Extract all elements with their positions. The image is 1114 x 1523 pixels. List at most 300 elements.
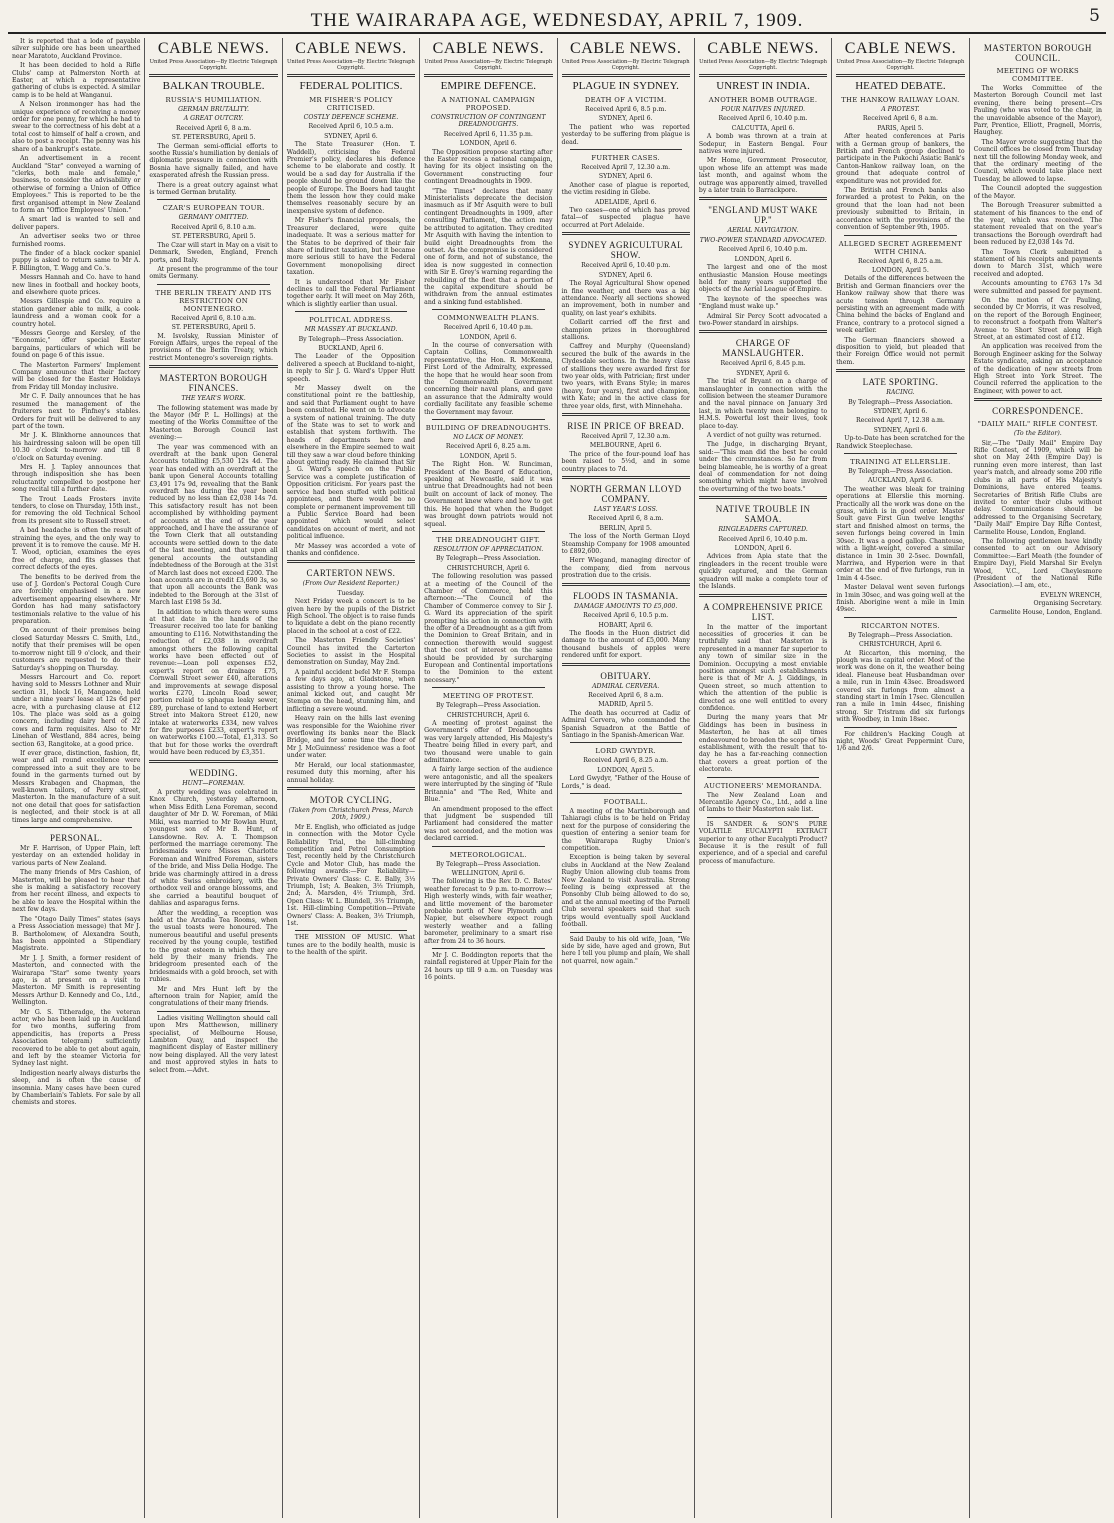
article-body (287, 141, 415, 308)
article-paragraph: On account of their premises being closed Saturday Messrs C. Smith, Ltd., notify that their premises will be open to-morrow night till 9 o'clock, and their customers are requested to do their Saturday's shopping on Thursday. (12, 627, 141, 672)
story-heading: FURTHER CASES. (591, 154, 661, 163)
received-line: Received April 6, 8.5 p.m. (585, 106, 667, 113)
article-paragraph: "The Times" declares that many Ministerialists deprecate the decision inasmuch as if Mr Asquith were to bull contingent Dreadnoughts in 1909, after consulting Parliament, the action may be attributed to agitation. They credited Mr Asquith with having the intention to build eight Dreadnoughts from the outset. As the compromise is considered one of form, and not of substance, the idea is now suggested in connection with Sir E. Grey's warning regarding the rebuilding of the fleet that a portion of the capital expenditure should be withdrawn from the annual estimates and a sinking fund established. (424, 187, 553, 306)
article-paragraph: The many friends of Mrs Cashion, of Masterton, will be pleased to hear that she is making a satisfactory recovery from her recent illness, and expects to be able to leave the Hospital within the next few days. (12, 869, 141, 914)
story-subheading: THE HANKOW RAILWAY LOAN. (841, 96, 960, 104)
article-paragraph: The Royal Agricultural Show opened in fine weather, and there was a big attendance. Nearly all sections showed an improvement, both in number and quality, on last year's exhibits. (561, 280, 690, 317)
dateline: BERLIN, April 5. (599, 524, 652, 532)
received-line: Received April 6, 10.40 p.m. (718, 246, 808, 254)
article-body (424, 878, 552, 945)
dateline: ADELAIDE, April 6. (594, 198, 657, 206)
story-heading: LATE SPORTING. (862, 377, 939, 388)
masthead (8, 6, 1106, 34)
divider (432, 309, 544, 310)
divider (844, 235, 956, 236)
article-body (424, 149, 552, 307)
article-paragraph: The year was commenced with an overdraft at the bank upon General Accounts totalling £5,530 12s 4d. The year has ended with an overdraft at the bank upon General Accounts totalling £3,491 17s 9d, revealing that the Bank overdraft has during the year been reduced by no less than £2,038 14s 7d. This satisfactory result has not been accomplished by withholding payment of accounts at the end of the year approached, and I have the assurance of the Town Clerk that all outstanding accounts were settled down to the date of the last meeting, and that upon all general accounts the outstanding indebtedness of the Borough at the 31st of March last does not exceed £200. The loan accounts are in credit £3,690 3s, so that upon all accounts the Bank was indebted to the Borough at the 31st of March last £198 5s 3d. (149, 443, 278, 607)
story-heading: LORD GWYDYR. (595, 747, 656, 756)
article-paragraph: A bomb was thrown at a train at Sodepur, in Eastern Bengal. Four natives were injured. (698, 133, 828, 156)
received-line: Received April 6, 8 a.m. (862, 115, 938, 123)
divider (844, 617, 956, 618)
signature-address: Carmelite House, London, England. (989, 608, 1102, 616)
divider (699, 594, 827, 597)
received-line: Received April 6, 8.45 p.m. (720, 360, 806, 368)
received-line: Received April 6, 8.25 a.m. (445, 443, 531, 451)
story-heading: "ENGLAND MUST WAKE UP." (708, 205, 818, 226)
article-paragraph: Mr Fisher's financial proposals, the Treasurer declared, were quite inadequate. It was a serious matter for the States to be deprived of their fair share of indirect taxation, but it became more serious still to have the Federal Government monopolising direct taxation. (286, 217, 416, 277)
story-heading: BALKAN TROUBLE. (162, 80, 265, 92)
cable-news-heading: CABLE NEWS. (157, 40, 270, 57)
article-paragraph: Mr F. Harrison, of Upper Plain, left yesterday on an extended holiday in various parts of New Zealand. (12, 845, 141, 867)
divider (844, 727, 956, 728)
divider (149, 74, 277, 77)
story-heading: UNREST IN INDIA. (716, 80, 810, 92)
article-paragraph: Advices from Apia state that the ringleaders in the recent trouble were quickly captured, and the German squadron will make a complete tour of the Islands. (698, 553, 828, 591)
divider (570, 149, 682, 150)
article-paragraph: During the many years that Mr Giddings has been in business in Masterton, he has at all times endeavoured to broaden the scope of his establishment, with the result that to-day he has a far-reaching connection that covers a great portion of the electorate. (698, 714, 828, 774)
footnote: Mr J. C. Boddington reports that the rainfall registered at Upper Plain for the 24 hours up till 9 a.m. on Tuesday was 16 points. (424, 952, 553, 982)
divider (570, 932, 682, 933)
divider (707, 777, 819, 778)
article-body (836, 435, 964, 450)
divider (699, 74, 827, 77)
article-paragraph: The Opposition propose starting after the Easter recess a national campaign, having for its object insisting on the Government constructing four contingent Dreadnoughts in 1909. (424, 148, 553, 186)
dateline: SYDNEY, April 6. (324, 132, 378, 140)
story-subheading: (From Our Resident Reporter.) (302, 580, 400, 588)
article-paragraph: Mr Herald, our local stationmaster, resumed duty this morning, after his annual holiday. (286, 761, 416, 784)
masthead-title: THE WAIRARAPA AGE, WEDNESDAY, APRIL 7, 1909. (310, 10, 804, 31)
story-heading: NORTH GERMAN LLOYD COMPANY. (569, 484, 682, 505)
dateline: Tuesday. (337, 589, 365, 597)
divider (424, 74, 552, 77)
story-subheading: RESOLUTION OF APPRECIATION. (433, 545, 544, 553)
dateline: LONDON, April 6. (734, 545, 792, 553)
article-body (149, 143, 277, 197)
story-heading: CARTERTON NEWS. (306, 568, 396, 579)
article-paragraph: The Council adopted the suggestion of the Mayor. (973, 185, 1102, 200)
story-heading: OBITUARY. (600, 670, 652, 681)
article-body (149, 789, 277, 1008)
dateline: SYDNEY, April 6. (736, 369, 790, 377)
story-subheading: "DAILY MAIL" RIFLE CONTEST. (977, 420, 1098, 429)
story-heading: FOOTBALL. (603, 798, 648, 806)
divider (562, 583, 690, 586)
article-paragraph: Two cases—one of which has proved fatal—of suspected plague have occurred at Port Adelaide. (561, 207, 690, 229)
article-body (287, 824, 415, 928)
received-line: Received April 6, 10.40 p.m. (443, 324, 533, 332)
divider (20, 827, 132, 828)
column-4 (420, 38, 557, 1518)
article-paragraph: Mr and Mrs Hunt left by the afternoon train for Napier, amid the congratulations of their many friends. (149, 985, 278, 1008)
story-heading: AUCTIONEERS' MEMORANDA. (703, 781, 823, 790)
column-1 (8, 38, 145, 1518)
story-heading: CZAR'S EUROPEAN TOUR. (162, 204, 265, 213)
article-paragraph: A bad headache is often the result of straining the eyes, and the only way to prevent it is to remove the cause. Mr H. T. Wood, optician, examines the eyes free of charge, and fits glasses that correct defects of the eyes. (12, 527, 141, 572)
column-5 (558, 38, 695, 1518)
article-paragraph: If ever grace, distinction, fashion, fit, wear and all round excellence were compressed into a suit they are to be found in the garments turned out by Messrs Krabagen and Chapman, the well-known tailors, of Perry street, Masterton. In the manufacture of a suit not one detail that goes for satisfaction is neglected, and their stock is at all times large and comprehensive. (12, 749, 141, 824)
divider (149, 365, 277, 368)
story-subheading: RINGLEADERS CAPTURED. (718, 526, 808, 534)
credit-line: United Press Association—By Electric Telegraph Copyright. (699, 59, 827, 71)
dateline: ST. PETERSBURG, April 5. (171, 233, 256, 241)
dateline: HOBART, April 6. (598, 621, 653, 629)
divider (287, 787, 415, 790)
article-body (974, 85, 1102, 395)
column-3 (283, 38, 420, 1518)
credit-line: United Press Association—By Electric Telegraph Copyright. (287, 59, 415, 71)
credit-line: United Press Association—By Electric Telegraph Copyright. (836, 59, 965, 71)
article-paragraph: The Borough Treasurer submitted a statement of his finances to the end of the year, which was received. The statement revealed that on the year's transactions the Borough overdraft had been reduced by £2,038 14s 7d. (973, 202, 1102, 247)
credit-line: United Press Association—By Electric Telegraph Copyright. (149, 59, 278, 71)
footnote: Said Dauby to his old wife, Joan, "We side by side, have aged and grown, But here I tell you plump and plain, We shall not quarrel, now again." (561, 935, 690, 965)
story-heading: PLAGUE IN SYDNEY. (572, 80, 679, 92)
article-paragraph: The Right Hon. W. Runciman, President of the Board of Education, speaking at Newcastle, said it was untrue that Dreadnoughts had not been built on account of lack of money. The Government knew where and how to get this. He hoped that when the Budget was brought down patriots would not squeal. (424, 461, 553, 528)
story-subheading: LAST YEAR'S LOSS. (593, 506, 658, 514)
story-subheading: A PROTEST. (881, 106, 920, 113)
article-body (699, 378, 827, 493)
article-paragraph: In the matter of the important necessities of groceries it can be truthfully said that Masterton is represented in a manner far superior to any town of similar size in the Dominion. Occupying a most enviable position amongst such establishments here is that of Mr A. J. Giddings, in Queen street, so much attention to which the attention of the public is directed as one well entitled to every confidence. (698, 623, 828, 712)
article-paragraph: The following resolution was passed at a meeting of the Council of the Chamber of Commerce, held this afternoon:—"The Council of the Chamber of Commerce convey to Sir J. G. Ward its appreciation of the spirit prompting his action in connection with the offer of a Dreadnought as a gift from the Dominion to Great Britain, and in connection therewith would suggest that the cost of interest on the same should be provided by surcharging European and Continental importations to the Dominion to the extent necessary." (424, 573, 553, 684)
article-paragraph: Admiral Sir Percy Scott advocated a two-Power standard in airships. (698, 312, 828, 327)
article-paragraph: Mr Massey was accorded a vote of thanks and confidence. (286, 542, 416, 557)
story-subheading: HUNT—FOREMAN. (182, 779, 245, 787)
dateline: SYDNEY, April 6. (873, 426, 928, 434)
dateline: LONDON, April 5. (597, 766, 655, 774)
article-body (149, 333, 277, 363)
article-paragraph: Mr E. English, who officiated as judge in connection with the Motor Cycle Reliability Trial, the hill-climbing competition and Petrol Consumption Test, recently held by the Christchurch Cycle and Motor Club, has made the following awards:—For Reliability—Private Owners' Class: C. E. Bally, 3⅓ Triumph, 1st; A. Beaken, 3⅓ Triumph, 2nd; A. Marsden, 4½ Triumph, 3rd. Open Class: W. L. Blundell, 3⅓ Triumph, 1st. Hill-climbing Competition—Private Owners' Class: A. Beaken, 3⅓ Triumph, 1st. (286, 823, 416, 927)
divider (562, 663, 690, 666)
article-paragraph: Collarit carried off the first and champion prizes in thoroughbred stallions. (561, 319, 690, 341)
divider (562, 413, 690, 416)
article-paragraph: Mr J. J. Smith, a former resident of Masterton, and connected with the Wairarapa "Star" some twenty years ago, is at present on a visit to Masterton. Mr Smith is representing Messrs Arthur D. Kennedy and Co., Ltd., Wellington. (12, 954, 141, 1007)
divider (432, 948, 544, 949)
divider (707, 817, 819, 818)
article-body (562, 533, 690, 579)
divider (157, 1011, 269, 1012)
story-subheading: COSTLY DEFENCE SCHEME. (303, 114, 399, 121)
article-paragraph: The Masterton Farmers' Implement Company announce that their factory will be closed for the Easter Holidays from Friday till Monday inclusive. (12, 361, 141, 391)
story-heading: FEDERAL POLITICS. (299, 80, 403, 92)
article-paragraph: An amendment proposed to the effect that judgment be suspended till Parliament had considered the matter was not seconded, and the motion was declared carried. (424, 805, 553, 843)
article-paragraph: It is understood that Mr Fisher declines to call the Federal Parliament together early. It will meet on May 26th, which is slightly earlier than usual. (286, 278, 416, 308)
story-subheading: CONSTRUCTION OF CONTINGENT DREADNOUGHTS. (430, 114, 546, 129)
article-paragraph: The New Zealand Loan and Mercantile Agency Co., Ltd., add a line of lambs to their Masterton sale list. (698, 791, 828, 814)
article-paragraph: Accounts amounting to £763 17s 3d were submitted and passed for payment. (973, 280, 1102, 295)
received-line: Received April 6, 10.40 p.m. (581, 262, 671, 270)
article-body (424, 720, 552, 843)
article-paragraph: The German financiers showed a disposition to yield, but pleaded that their Foreign Office would not permit them. (836, 336, 965, 366)
article-body (836, 275, 964, 366)
article-paragraph: An advertiser seeks two or three furnished rooms. (12, 233, 141, 248)
signature-title: Organising Secretary. (1033, 600, 1102, 608)
dateline: CHRISTCHURCH, April 6. (858, 641, 942, 649)
divider (157, 284, 269, 285)
received-line: Received April 6, 8 a.m. (588, 691, 664, 699)
story-heading: THE BERLIN TREATY AND ITS RESTRICTION ON MONTENEGRO. (155, 288, 272, 313)
received-line: Received April 6, 11.35 p.m. (443, 130, 533, 138)
article-paragraph: Up-to-Date has been scratched for the Randwick Steeplechase. (836, 435, 965, 450)
divider (562, 232, 690, 235)
article-body (699, 624, 827, 774)
article-body (974, 440, 1102, 590)
received-line: Received April 6, 10.5 a.m. (308, 123, 394, 131)
dateline: LONDON, April 5. (459, 452, 517, 460)
article-paragraph: The following is the Rev. D. C. Bates' weather forecast to 9 p.m. to-morrow:—High westerly winds, with fair weather, and little movement of the barometer probable north of New Plymouth and Napier, but elsewhere expect rough westerly weather and a falling barometer, preliminary to a smart rise after from 24 to 36 hours. (424, 878, 553, 945)
article-paragraph: Herr Wiegand, managing director of the company, died from nervous prostration due to the crisis. (561, 557, 690, 580)
article-paragraph: A Nelson ironmonger has had the unique experience of receiving a money order for one penny, for which he had to swear to the correctness of his debt at a total cost to himself of half a crown, and also to post a receipt. The penny was his share of a bankrupt's estate. (12, 101, 141, 153)
article-body (836, 650, 964, 724)
advertisement-note: For children's Hacking Cough at night, Woods' Great Peppermint Cure, 1/6 and 2/6. (836, 730, 965, 753)
article-paragraph: After heated conferences at Paris with a German group of bankers, the British and French group declined to participate in the Pukochi Asiatic Bank's Canton-Hankow railway loan, on the ground that adequate control of expenditure was not provided for. (836, 133, 965, 185)
dateline: SYDNEY, April 6. (598, 115, 653, 123)
footnote: THE MISSION OF MUSIC. What tunes are to the bodily health, music is to the health of the spirit. (286, 934, 416, 957)
story-subheading: (Taken from Christchurch Press, March 20th, 1909.) (288, 806, 414, 822)
article-body (699, 792, 827, 814)
article-paragraph: The loss of the North German Lloyd Steamship Company for 1908 amounted to £892,600. (561, 533, 690, 556)
story-subheading: A NATIONAL CAMPAIGN PROPOSED. (441, 96, 536, 112)
personal-heading: PERSONAL. (50, 833, 103, 844)
article-body (562, 710, 690, 740)
credit-line: By Telegraph—Press Association. (298, 335, 404, 343)
article-paragraph: A pretty wedding was celebrated in Knox Church, yesterday afternoon, when Miss Edith Lena Foreman, second daughter of Mr D. W. Foreman, of Miki Miki, was married to Mr Rowlan Hunt, youngest son of Mr B. Hunt, of Lansdowne. Rev. A. T. Thompson performed the marriage ceremony. The bridesmaids were Misses Charlotte Foreman and Winifred Foreman, sisters of the bride, and Miss Delia Hodge. The bride was charmingly attired in a dress of white Swiss embroidery, with the orthodox veil and orange blossoms, and she carried a beautiful bouquet of dahlias and asparagus ferns. (149, 789, 278, 908)
divider (699, 197, 827, 200)
divider (562, 476, 690, 479)
article-paragraph: Mr Home, Government Prosecutor, upon whose life an attempt was made last month, and against whom the outrage was apparently aimed, travelled by a later train to Barrackpore. (698, 157, 828, 195)
divider (699, 496, 827, 499)
story-heading: SYDNEY AGRICULTURAL SHOW. (568, 240, 684, 261)
article-paragraph: The Leader of the Opposition delivered a speech at Buckland to-night, in reply to Sir J. G. Ward's Upper Hutt speech. (286, 353, 416, 383)
article-paragraph: The weather was bleak for training operations at Ellerslie this morning. Practically all the work was done on the grass, which is in good order. Master Soult gave First Gun twelve lengths' start and finished almost on terms, the seven furlongs being covered in 1min 30sec. It was a good gallop. Chanteuse, with a light-weight, covered a similar distance in 1min 30 2-5sec. Downfall, Marriwa, and Hyperion were in that order at the end of five furlongs, run in 1min 4 4-5sec. (836, 485, 965, 582)
divider (432, 846, 544, 847)
story-subheading: FOUR NATIVES INJURED. (721, 106, 806, 113)
article-paragraph: The Works Committee of the Masterton Borough Council met last evening, there being present—Crs Pauling (who was voted to the chair, in the unavoidable absence of the Mayor), Parr, Prentice, Elliott, Pragnell, Morris, Haughey. (973, 85, 1102, 137)
story-subheading: A GREAT OUTCRY. (183, 115, 244, 123)
article-paragraph: A painful accident befel Mr F. Stempa a few days ago, at Gladstone, when assisting to throw a young horse. The animal kicked out, and caught Mr Stempa on the head, stunning him, and inflicting a severe wound. (286, 668, 416, 713)
received-line: Received April 6, 8 a.m. (176, 124, 252, 132)
received-line: Received April 6, 10.5 p.m. (583, 612, 669, 620)
dateline: BUCKLAND, April 6. (318, 344, 384, 352)
received-line: Received April 7, 12.30 a.m. (581, 433, 671, 440)
column-6 (695, 38, 832, 1518)
divider (570, 742, 682, 743)
article-paragraph: Mrs H. J. Tapley announces that through indisposition she has been reluctantly compelled to postpone her song recital till a further date. (12, 463, 141, 494)
story-subheading: TWO-POWER STANDARD ADVOCATED. (699, 236, 827, 244)
article-body (699, 553, 827, 590)
story-subheading: AERIAL NAVIGATION. (727, 227, 799, 235)
cable-news-heading: CABLE NEWS. (432, 40, 544, 57)
column-8 (970, 38, 1106, 1518)
divider (157, 199, 269, 200)
article-body (149, 242, 277, 281)
article-body (149, 405, 277, 757)
received-line: Received April 6, 10.40 p.m. (718, 115, 808, 123)
received-line: Received April 6, 8.25 a.m. (583, 757, 669, 765)
story-subheading: RUSSIA'S HUMILIATION. (165, 96, 262, 104)
article-paragraph: Exception is being taken by several clubs in Auckland at the New Zealand Rugby Union allowing club teams from New Zealand to visit Australia. Strong feeling is being expressed at the Ponsonby Club being allowed to do so, and at the annual meeting of the Parnell Club several speakers said that such trips would eventually spoil Auckland football. (561, 854, 690, 929)
article-body (562, 207, 690, 229)
article-paragraph: Indigestion nearly always disturbs the sleep, and is often the cause of insomnia. Many cases have been cured by Chamberlain's Tablets. For sale by all chemists and stores. (12, 1069, 141, 1107)
article-paragraph: The Masterton Friendly Societies' Council has invited the Carterton Societies to assist in the Hospital demonstration on Sunday, May 2nd. (286, 637, 416, 667)
dateline: CALCUTTA, April 6. (731, 124, 795, 132)
article-paragraph: The patient who was reported yesterday to be suffering from plague is dead. (561, 123, 690, 146)
article-paragraph: On the motion of Cr Pauling, seconded by Cr Morris, it was resolved, on the report of the Borough Engineer, to reconstruct a footpath from Walter's Avenue to Short Street along High Street, at an estimated cost of £12. (973, 296, 1102, 341)
article-body (562, 280, 690, 410)
article-paragraph: Details of the differences between the British and German financiers over the Hankow railway show that there was acute tension through Germany persisting with an agreement made with China behind the backs of England and France, contrary to a protocol signed a week earlier. (836, 275, 965, 335)
story-subheading: GERMAN BRUTALITY. (178, 106, 250, 113)
article-paragraph: The Mayor wrote suggesting that the Council offices be closed from Thursday next till the following Monday week, and that the ordinary meeting of the Council, which would take place next Tuesday, be allowed to lapse. (973, 138, 1102, 183)
credit-line: United Press Association—By Electric Telegraph Copyright. (424, 59, 553, 71)
article-body (424, 573, 552, 684)
story-subheading: ADMIRAL CERVERA. (592, 682, 660, 690)
advertisement-note: IS SANDER & SON'S PURE VOLATILE EUCALYPTI EXTRACT superior to any other Eucalypti Product? Because it is the result of full experience, and of a special and careful process of manufacture. (698, 820, 828, 865)
letter-address: (To the Editor). (1013, 430, 1062, 438)
divider (432, 687, 544, 688)
story-subheading: DEATH OF A VICTIM. (584, 96, 667, 104)
story-heading: MASTERTON BOROUGH COUNCIL. (983, 43, 1092, 63)
dateline: MELBOURNE, April 6. (589, 442, 662, 450)
divider (149, 760, 277, 763)
article-body (836, 133, 964, 231)
credit-line: By Telegraph—Press Association. (848, 398, 953, 406)
divider (295, 930, 407, 931)
credit-line: By Telegraph—Press Association. (436, 860, 541, 868)
divider (562, 74, 690, 77)
dateline: SYDNEY, April 6. (873, 408, 928, 415)
article-paragraph: An advertisement in a recent Auckland "Star" conveyed a warning of "clerks, both male and female," business, to consider the advisability or otherwise of forming a Union of Office Employees." This is reported to be the first organised attempt in New Zealand to form an "Office Employees' Union." (12, 155, 141, 214)
article-paragraph: The State Treasurer (Hon. T. Waddell), criticising the Federal Premier's policy, declares his defence scheme to be elaborate and costly. It would be a sad day for Australia if the people should be ground down like the people of Europe. The Boers had taught them the lesson how they could make themselves reasonably secure by an inexpensive system of defence. (286, 141, 416, 215)
story-heading: MEETING OF PROTEST. (442, 692, 534, 701)
article-paragraph: The death has occurred at Cadiz of Admiral Cervera, who commanded the Spanish Squadron at the Battle of Santiago in the Spanish-American War. (561, 709, 690, 739)
divider (836, 369, 964, 372)
story-heading: NATIVE TROUBLE IN SAMOA. (715, 504, 811, 525)
article-paragraph: Next Friday week a concert is to be given here by the pupils of the District High School. The object is to raise funds to liquidate a debt on the piano recently placed in the school at a cost of £22. (286, 598, 416, 635)
story-heading: A COMPREHENSIVE PRICE LIST. (703, 601, 824, 622)
divider (287, 560, 415, 563)
received-line: Received April 6, 8 a.m. (588, 515, 664, 523)
cable-news-heading: CABLE NEWS. (844, 40, 957, 57)
article-paragraph: The German semi-official efforts to soothe Russia's humiliation by denials of diplomatic pressure in connection with Bosnia have signally failed, and have exasperated afresh the Russian press. (149, 142, 278, 180)
article-paragraph: After the wedding, a reception was held at the Arcadia Tea Rooms, when the usual toasts were honoured. The numerous beautiful and useful presents received by the young couple, testified to the great esteem in which they are held by their many friends. The bridegroom presented each of the bridesmaids with a gold brooch, set with rubies. (149, 909, 278, 984)
article-body (562, 451, 690, 473)
dateline: WELLINGTON, April 6. (451, 869, 525, 877)
received-line: Received April 7, 12.30 a.m. (581, 164, 671, 172)
article-paragraph: There is a great outcry against what is termed German brutality. (149, 181, 278, 197)
divider (432, 531, 544, 532)
article-paragraph: It has been decided to hold a Rifle Clubs' camp at Palmerston North at Easter, at which a representative gathering of clubs is expected. A similar camp is to be held at Wanganui. (12, 62, 141, 99)
dateline: SYDNEY, April 6. (598, 271, 653, 279)
story-heading: POLITICAL ADDRESS. (309, 316, 393, 325)
received-line: Received April 6, 10.40 p.m. (718, 535, 808, 543)
article-paragraph: Messrs Harcourt and Co. report having sold to Messrs Lothner and Muir section 31, block 16, Mangaone, held under a nine years' lease at 12s 6d per acre, with a purchasing clause at £12 10s. The place was sold as a going concern, including dairy herd of 22 cows and farm requisites. Also to Mr Linehan of Westland, 884 acres, being section 63, Rangitoke, at a good price. (12, 673, 141, 748)
column-7 (832, 38, 969, 1518)
article-body (699, 264, 827, 327)
story-heading: TRAINING AT ELLERSLIE. (850, 458, 951, 467)
cable-news-heading: CABLE NEWS. (707, 40, 819, 57)
cable-news-heading: CABLE NEWS. (295, 40, 407, 57)
article-paragraph: The largest and one of the most enthusiastic Mansion House meetings held for many years supported the objects of the Aerial League of Empire. (698, 264, 828, 294)
credit-line: By Telegraph—Press Association. (848, 631, 953, 639)
signature: EVELYN WRENCH, (1040, 591, 1102, 599)
article-paragraph: Master Delaval went seven furlongs in 1min 30sec, and was going well at the finish. Aborigine went a mile in 1min 49sec. (836, 584, 965, 614)
article-body (699, 133, 827, 194)
article-paragraph: In the course of conversation with Captain Collins, Commonwealth representative, the Hon. R. McKenna, First Lord of the Admiralty, expressed the hope that he would hear soon from the Commonwealth Government concerning their naval plans, and gave an assurance that the Admiralty would cordially facilitate any feasible scheme the Government may favour. (424, 341, 553, 416)
article-paragraph: The price of the four-pound loaf has been raised to 5½d, and in some country places to 7d. (561, 450, 690, 473)
article-paragraph: The finder of a black cocker spaniel puppy is asked to return same to Mr A. F. Billington, T. Wagg and Co.'s. (12, 249, 141, 272)
article-paragraph: Messrs Gillespie and Co. require a station gardener able to milk, a cook-laundress and a woman cook for a country hotel. (12, 298, 141, 328)
story-heading: CHARGE OF MANSLAUGHTER. (722, 338, 805, 359)
article-body (562, 630, 690, 660)
article-body (562, 808, 690, 929)
article-body (424, 461, 552, 528)
story-heading: THE DREADNOUGHT GIFT. (436, 535, 541, 544)
story-heading: METEOROLOGICAL. (449, 850, 527, 859)
story-subheading: ANOTHER BOMB OUTRAGE. (708, 96, 818, 104)
dateline: LONDON, April 6. (459, 333, 517, 341)
page-number: 5 (1089, 6, 1100, 26)
article-paragraph: The following gentlemen have kindly consented to act on our Advisory Committee:—Earl Meath (the founder of Empire Day), Field Marshal Sir Evelyn Wood, V.C., Lord Cheylesmore (President of the National Rifle Association).—I am, etc., (973, 537, 1102, 590)
article-paragraph: Caffrey and Murphy (Queensland) secured the bulk of the awards in the Clydesdale sections. In the heavy class of stallions they were awarded first for two year olds, with Patrician; first under two years, with Evans Style; in mares (heavy, four years), first and champion, with Kate; and in the active class for three year olds, first, with Minnehaha. (561, 343, 690, 410)
article-paragraph: The floods in the Huon district did damage to the amount of £5,000. Many thousand bushels of apples were rendered unfit for export. (561, 629, 690, 660)
story-heading: BUILDING OF DREADNOUGHTS. (425, 424, 551, 433)
article-paragraph: Heavy rain on the hills last evening was responsible for the Waiohine river overflowing its banks near the Black Bridge, and for some time the floor of Mr J. McGuinness' residence was a foot under water. (286, 715, 416, 760)
cable-news-heading: CABLE NEWS. (570, 40, 682, 57)
credit-line: By Telegraph—Press Association. (848, 468, 953, 476)
article-paragraph: M. Isvolsky, Russian Minister of Foreign Affairs, urges the repeal of the provisions of the Berlin Treaty, which restrict Montenegro's sovereign rights. (149, 332, 278, 362)
article-paragraph: It is reported that a lode of payable silver sulphide ore has been unearthed near Maratoto, Auckland Province. (12, 38, 141, 60)
article-paragraph: Messrs Hannah and Co. have to hand new lines in football and hockey boots, and elsewhere quote prices. (12, 274, 141, 296)
story-subheading: THE YEAR'S WORK. (181, 395, 246, 403)
divider (836, 74, 964, 77)
story-subheading: NO LACK OF MONEY. (453, 434, 524, 442)
dateline: AUCKLAND, April 6. (867, 477, 933, 485)
divider (295, 311, 407, 312)
article-paragraph: The trial of Bryant on a charge of manslaughter in connection with the collision between the steamer Duramore and the naval pinnace on January 3rd last, in which twenty men belonging to H.M.S. Powerful lost their lives, took place to-day. (698, 378, 828, 430)
article-paragraph: At Riccarton, this morning, the plough was in capital order. Most of the work was done on it, the weather being ideal. Flaneuse beat Husbandman over a mile, run in 1min 43sec. Broadsword covered six furlongs from almost a standing start in 1min 17sec. Glencullen ran a mile in 1min 44sec, finishing strong. Sir Tristram did six furlongs with Woodbey, in 1min 18sec. (836, 649, 965, 724)
divider (570, 793, 682, 794)
story-subheading: MR FISHER'S POLICY CRITICISED. (309, 96, 393, 112)
article-paragraph: Mr Massey dwelt on the constitutional point re the battleship, and said that Parliament ought to have been consulted. He went on to advocate a system of national training. The duty of the State was to set to work and establish that system forthwith. The heads of departments here and elsewhere in the Empire seemed to wait till they saw a war cloud before thinking about getting ready. He claimed that Sir J. G. Ward's speech on the Public Service was a complete justification of Opposition criticism. For years past the service had been stuffed with political appointees, and there would be no complete or permanent improvement till a Public Service Board had been appointed which would select candidates on account of merit, and not political influence. (286, 385, 416, 541)
credit-line: By Telegraph—Press Association. (436, 702, 541, 710)
story-subheading: MR MASSEY AT BUCKLAND. (304, 326, 398, 334)
divider (844, 453, 956, 454)
story-heading: FLOODS IN TASMANIA. (572, 590, 679, 601)
dateline: MADRID, April 5. (598, 701, 654, 709)
article-body (287, 353, 415, 557)
article-paragraph: A smart lad is wanted to sell and deliver papers. (12, 216, 141, 231)
article-body (424, 342, 552, 416)
article-paragraph: At present the programme of the tour omits Germany. (149, 265, 278, 281)
story-heading: EMPIRE DEFENCE. (440, 80, 536, 92)
article-body (562, 182, 690, 197)
article-paragraph: An application was received from the Borough Engineer asking for the Solway Estate syndicate, asking an acceptance of the dedication of new streets from High Street into York Street. The Council referred the application to the Engineer, with power to act. (973, 343, 1102, 395)
article-body (562, 124, 690, 146)
story-heading: ALLEGED SECRET AGREEMENT WITH CHINA. (838, 239, 963, 256)
dateline: CHRISTCHURCH, April 6. (446, 711, 530, 719)
columns (8, 38, 1106, 1518)
received-line: Received April 7, 12.38 a.m. (856, 417, 945, 425)
story-heading: HEATED DEBATE. (855, 80, 946, 92)
story-heading: RISE IN PRICE OF BREAD. (567, 421, 685, 431)
received-line: Received April 6, 8.10 a.m. (171, 314, 257, 322)
article-body (562, 775, 690, 790)
article-paragraph: The "Otago Daily Times" states (says a Press Association message) that Mr J. B. Bartholomew, of Alexandra South, has been appointed a Stipendiary Magistrate. (12, 915, 141, 953)
credit-line: United Press Association—By Electric Telegraph Copyright. (561, 59, 690, 71)
article-paragraph: Mr G. S. Titheradge, the veteran actor, who has been laid up in Auckland for two months, suffering from appendicitis, has (reports a Press Association telegram) sufficiently recovered to be able to get about again, and left by the steamer Victoria for Sydney last night. (12, 1008, 141, 1068)
divider (699, 330, 827, 333)
story-subheading: RACING. (886, 389, 915, 397)
dateline: CHRISTCHURCH, April 6. (446, 564, 530, 572)
column-2 (145, 38, 282, 1518)
